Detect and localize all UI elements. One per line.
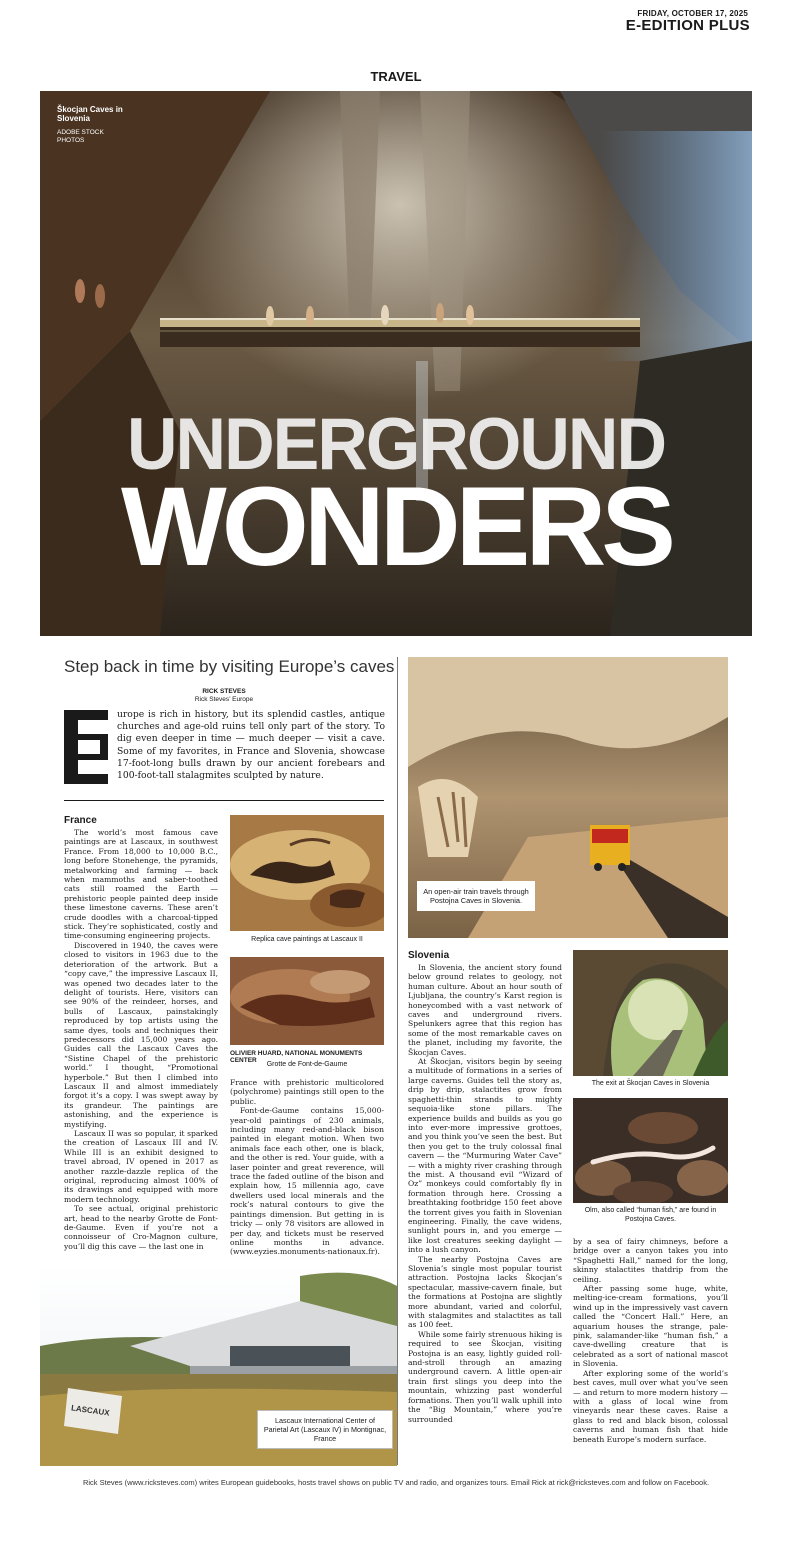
byline-org: Rick Steves’ Europe xyxy=(194,696,254,703)
article-intro: urope is rich in history, but its splendid castles, antique churches and age-old ruins tell only part of the story. To dig even deeper in time — much deeper — visit a cave. Some of my favorites, in France and Slovenia, showcase 17-foot-long bulls drawn by our ancient forebears and 100-foot-tall stalagmites sculpted by nature. xyxy=(117,709,385,782)
museum-sign-text: LASCAUX xyxy=(70,1403,111,1418)
paragraph: The world’s most famous cave paintings are at Lascaux, in southwest France. From 18,000 to 10,000 B.C., long before Stonehenge, the pyramids, metalworking and farming — back when mammoths and saber-toothed cats still roamed the Earth — prehistoric people painted deep inside these limestone caverns. These aren’t crude doodles with a charcoal-tipped stick. They’re sophisticated, costly and time-consuming engineering projects. xyxy=(64,828,218,941)
olm-caption: Olm, also called “human fish,” are found in Postojna Caves. xyxy=(584,1207,717,1223)
france-column-1 xyxy=(64,828,218,1251)
paragraph: Discovered in 1940, the caves were closed to visitors in 1963 due to the deterioration of the artwork. But a “copy cave,” the impressive Lascaux II, was opened two decades later to the delight of tourists. Here, visitors can see 90% of the reindeer, horses, and bulls of Lascaux, painstakingly reproduced by top artists using the same dyes, tools and techniques their predecessors did 15,000 years ago. Guides call the Lascaux Caves the “Sistine Chapel of the prehistoric world.” I thought, “Promotional hyperbole.” But then I climbed into Lascaux II and almost immediately forgot it’s a copy. I was swept away by its grandeur. The paintings are astonishing, and the experience is mystifying. xyxy=(64,940,218,1129)
slovenia-column-1 xyxy=(408,963,562,1424)
section-label: TRAVEL xyxy=(370,69,422,84)
font-de-gaume-credit: OLIVIER HUARD, NATIONAL MONUMENTS CENTER xyxy=(230,1050,363,1064)
paragraph: To see actual, original prehistoric art, head to the nearby Grotte de Font-de-Gaume. Even if you’re not a connoisseur of Cro-Magnon culture, you’ll dig this cave — the last one in xyxy=(64,1204,218,1251)
dropcap-glyph xyxy=(64,710,108,784)
headline-line1: UNDERGROUND xyxy=(127,403,665,485)
hero-photo xyxy=(40,91,752,636)
hero-credit: ADOBE STOCK PHOTOS xyxy=(57,129,104,144)
edition-date: FRIDAY, OCTOBER 17, 2025 xyxy=(637,9,748,18)
column-divider xyxy=(397,657,398,1465)
lascaux-ii-photo xyxy=(230,815,384,931)
lascaux-iv-caption: Lascaux International Center of Parietal Art (Lascaux IV) in Montignac, France xyxy=(257,1410,393,1449)
paragraph: France with prehistoric multicolored (polychrome) paintings still open to the public. xyxy=(230,1078,384,1106)
headline-line2: WONDERS xyxy=(121,464,671,589)
france-heading: France xyxy=(64,815,97,826)
paragraph: After exploring some of the world’s best caves, mull over what you’ve seen — and return to more modern history — with a glass of local wine from vineyards near these caves. Raise a glass to red and black bison, colossal caverns and human fish that hide beneath Europe’s modern surface. xyxy=(573,1368,728,1444)
paragraph: by a sea of fairy chimneys, before a bridge over a canyon takes you into “Spaghetti Hall,” named for the long, skinny stalactites thatdrip from the ceiling. xyxy=(573,1237,728,1284)
slovenia-heading: Slovenia xyxy=(408,950,450,961)
paragraph: In Slovenia, the ancient story found below ground relates to geology, not human culture. About an hour south of Ljubljana, the country’s Karst region is honeycombed with a vast network of caves and underground rivers. Spelunkers agree that this region has some of the most remarkable caves on the planet, including my favorite, the Škocjan Caves. xyxy=(408,963,562,1057)
slovenia-column-2 xyxy=(573,1237,728,1444)
font-de-gaume-photo xyxy=(230,957,384,1045)
skocjan-exit-photo xyxy=(573,950,728,1076)
paragraph: Lascaux II was so popular, it sparked the creation of Lascaux III and IV. While III is an exhibit designed to travel abroad, IV opened in 2017 as another razzle-dazzle replica of the original, reproducing almost 100% of its drawings and equipped with more modern technology. xyxy=(64,1129,218,1204)
paragraph: While some fairly strenuous hiking is required to see Škocjan, visiting Postojna is an easy, lightly guided roll-and-stroll through an amazing underground cavern. A little open-air train first slings you deep into the mountain, whizzing past wonderful formations. Then you’ll walk uphill into the “Big Mountain,” where you’re surrounded xyxy=(408,1329,562,1424)
lascaux-ii-caption: Replica cave paintings at Lascaux II xyxy=(251,936,363,943)
paragraph: Font-de-Gaume contains 15,000-year-old paintings of 230 animals, including many red-and-black bison painted in elegant motion. When two animals face each other, one is black, and the other is red. Your guide, with a laser pointer and great reverence, will trace the faded outline of the bison and explain how, 15 millennia ago, cave dwellers used local minerals and the rock’s natural contours to give the paintings dimension. But getting in is tricky — only 78 visitors are allowed in per day, and tickets must be reserved online months in advance. (www.eyzies.monuments-nationaux.fr). xyxy=(230,1106,384,1257)
author-footer: Rick Steves (www.ricksteves.com) writes European guidebooks, hosts travel shows on public TV and radio, and organizes tours. Email Rick at rick@ricksteves.com and follow on Facebook. xyxy=(82,1478,710,1487)
byline-name: RICK STEVES xyxy=(202,688,246,695)
intro-rule xyxy=(64,800,384,801)
edition-name: E-EDITION PLUS xyxy=(625,17,750,34)
skocjan-exit-caption: The exit at Škocjan Caves in Slovenia xyxy=(591,1080,710,1087)
paragraph: At Škocjan, visitors begin by seeing a multitude of formations in a series of large caverns. Guides tell the story as, drip by drip, stalactites grow from spaghetti-thin strands to mighty sequoia-like stone pillars. The experience builds and builds as you go into ever-more impressive grottoes, and you think you’ve seen the best. But then you get to the truly colossal final cavern — the “Murmuring Water Cave” — with a mighty river crashing through the mist. A thousand evil “Wizard of Oz” monkeys could comfortably fly in formation through here. Crossing a breathtaking footbridge 150 feet above the torrent gives you faith in Slovenian engineering. Finally, the cave widens, sunlight pours in, and you emerge — like lost creatures seeking daylight — into a lush canyon. xyxy=(408,1057,562,1255)
hero-caption: Škocjan Caves in Slovenia xyxy=(57,105,123,123)
olm-photo xyxy=(573,1098,728,1203)
france-column-2 xyxy=(230,1078,384,1257)
paragraph: The nearby Postojna Caves are Slovenia’s single most popular tourist attraction. Postojna lacks Škocjan’s spectacular, massive-cavern finale, but the formations at Postojna are slightly more abundant, varied and colorful, with stalagmites and stalactites as tall as 100 feet. xyxy=(408,1254,562,1330)
paragraph: After passing some huge, white, melting-ice-cream formations, you’ll wind up in the impressively vast cavern called the “Concert Hall.” Here, an aquarium houses the strange, pale-pink, salamander-like “human fish,” a cave-dwelling creature that is celebrated as a sort of national mascot in Slovenia. xyxy=(573,1284,728,1369)
article-deck: Step back in time by visiting Europe’s caves xyxy=(64,657,395,676)
dropcap xyxy=(64,710,108,784)
postojna-train-caption: An open-air train travels through Postojna Caves in Slovenia. xyxy=(417,881,535,911)
font-de-gaume-caption: Grotte de Font-de-Gaume xyxy=(266,1061,348,1068)
